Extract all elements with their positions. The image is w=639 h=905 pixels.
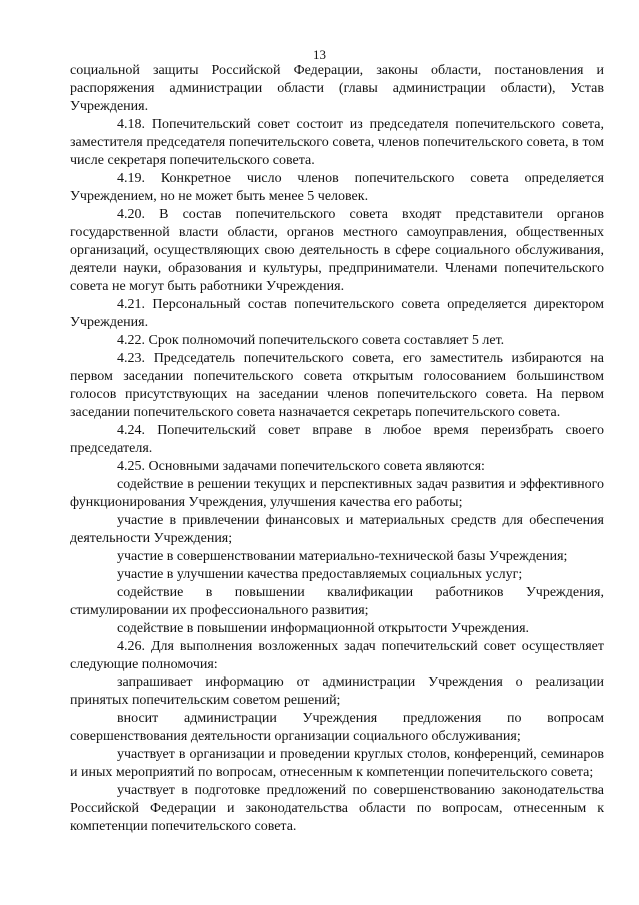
paragraph: 4.18. Попечительский совет состоит из председателя попечительского совета, заместителя председателя попечительского совета, членов попечительского совета, в том числе секретаря попечительского совета. <box>70 117 604 168</box>
paragraph: социальной защиты Российской Федерации, законы области, постановления и распоряжения администрации области (главы администрации области), Устав Учреждения. <box>70 63 604 114</box>
paragraph: участие в совершенствовании материально-технической базы Учреждения; <box>117 549 568 564</box>
paragraph: 4.24. Попечительский совет вправе в любое время переизбрать своего председателя. <box>70 423 604 456</box>
paragraph: участвует в подготовке предложений по совершенствованию законодательства Российской Федерации и законодательства области по вопросам, отнесенным к компетенции попечительского совета. <box>70 783 604 834</box>
paragraph: 4.22. Срок полномочий попечительского совета составляет 5 лет. <box>117 333 505 348</box>
paragraph: 4.25. Основными задачами попечительского совета являются: <box>117 459 485 474</box>
paragraph: 4.19. Конкретное число членов попечительского совета определяется Учреждением, но не может быть менее 5 человек. <box>70 171 604 204</box>
paragraph: 4.21. Персональный состав попечительского совета определяется директором Учреждения. <box>70 297 604 330</box>
document-body <box>70 62 604 836</box>
paragraph: запрашивает информацию от администрации Учреждения о реализации принятых попечительским советом решений; <box>70 675 604 708</box>
paragraph: участие в привлечении финансовых и материальных средств для обеспечения деятельности Учреждения; <box>70 513 604 546</box>
paragraph: вносит администрации Учреждения предложения по вопросам совершенствования деятельности организации социального обслуживания; <box>70 711 604 744</box>
paragraph: 4.20. В состав попечительского совета входят представители органов государственной власти области, органов местного самоуправления, общественных организаций, осуществляющих свою деятельность в сфере социального обслуживания, деятели науки, образования и культуры, предприниматели. Членами попечительского совета не могут быть работники Учреждения. <box>70 207 604 294</box>
paragraph: содействие в повышении квалификации работников Учреждения, стимулировании их профессионального развития; <box>70 585 604 618</box>
paragraph: 4.23. Председатель попечительского совета, его заместитель избираются на первом заседании попечительского совета открытым голосованием большинством голосов присутствующих на заседании членов попечительского совета. На первом заседании попечительского совета назначается секретарь попечительского совета. <box>70 351 604 420</box>
page-number: 13 <box>313 47 326 62</box>
paragraph: 4.26. Для выполнения возложенных задач попечительский совет осуществляет следующие полномочия: <box>70 639 604 672</box>
paragraph: содействие в повышении информационной открытости Учреждения. <box>117 621 530 636</box>
paragraph: содействие в решении текущих и перспективных задач развития и эффективного функционирования Учреждения, улучшения качества его работы; <box>70 477 604 510</box>
paragraph: участвует в организации и проведении круглых столов, конференций, семинаров и иных мероприятий по вопросам, отнесенным к компетенции попечительского совета; <box>70 747 604 780</box>
paragraph: участие в улучшении качества предоставляемых социальных услуг; <box>117 567 523 582</box>
